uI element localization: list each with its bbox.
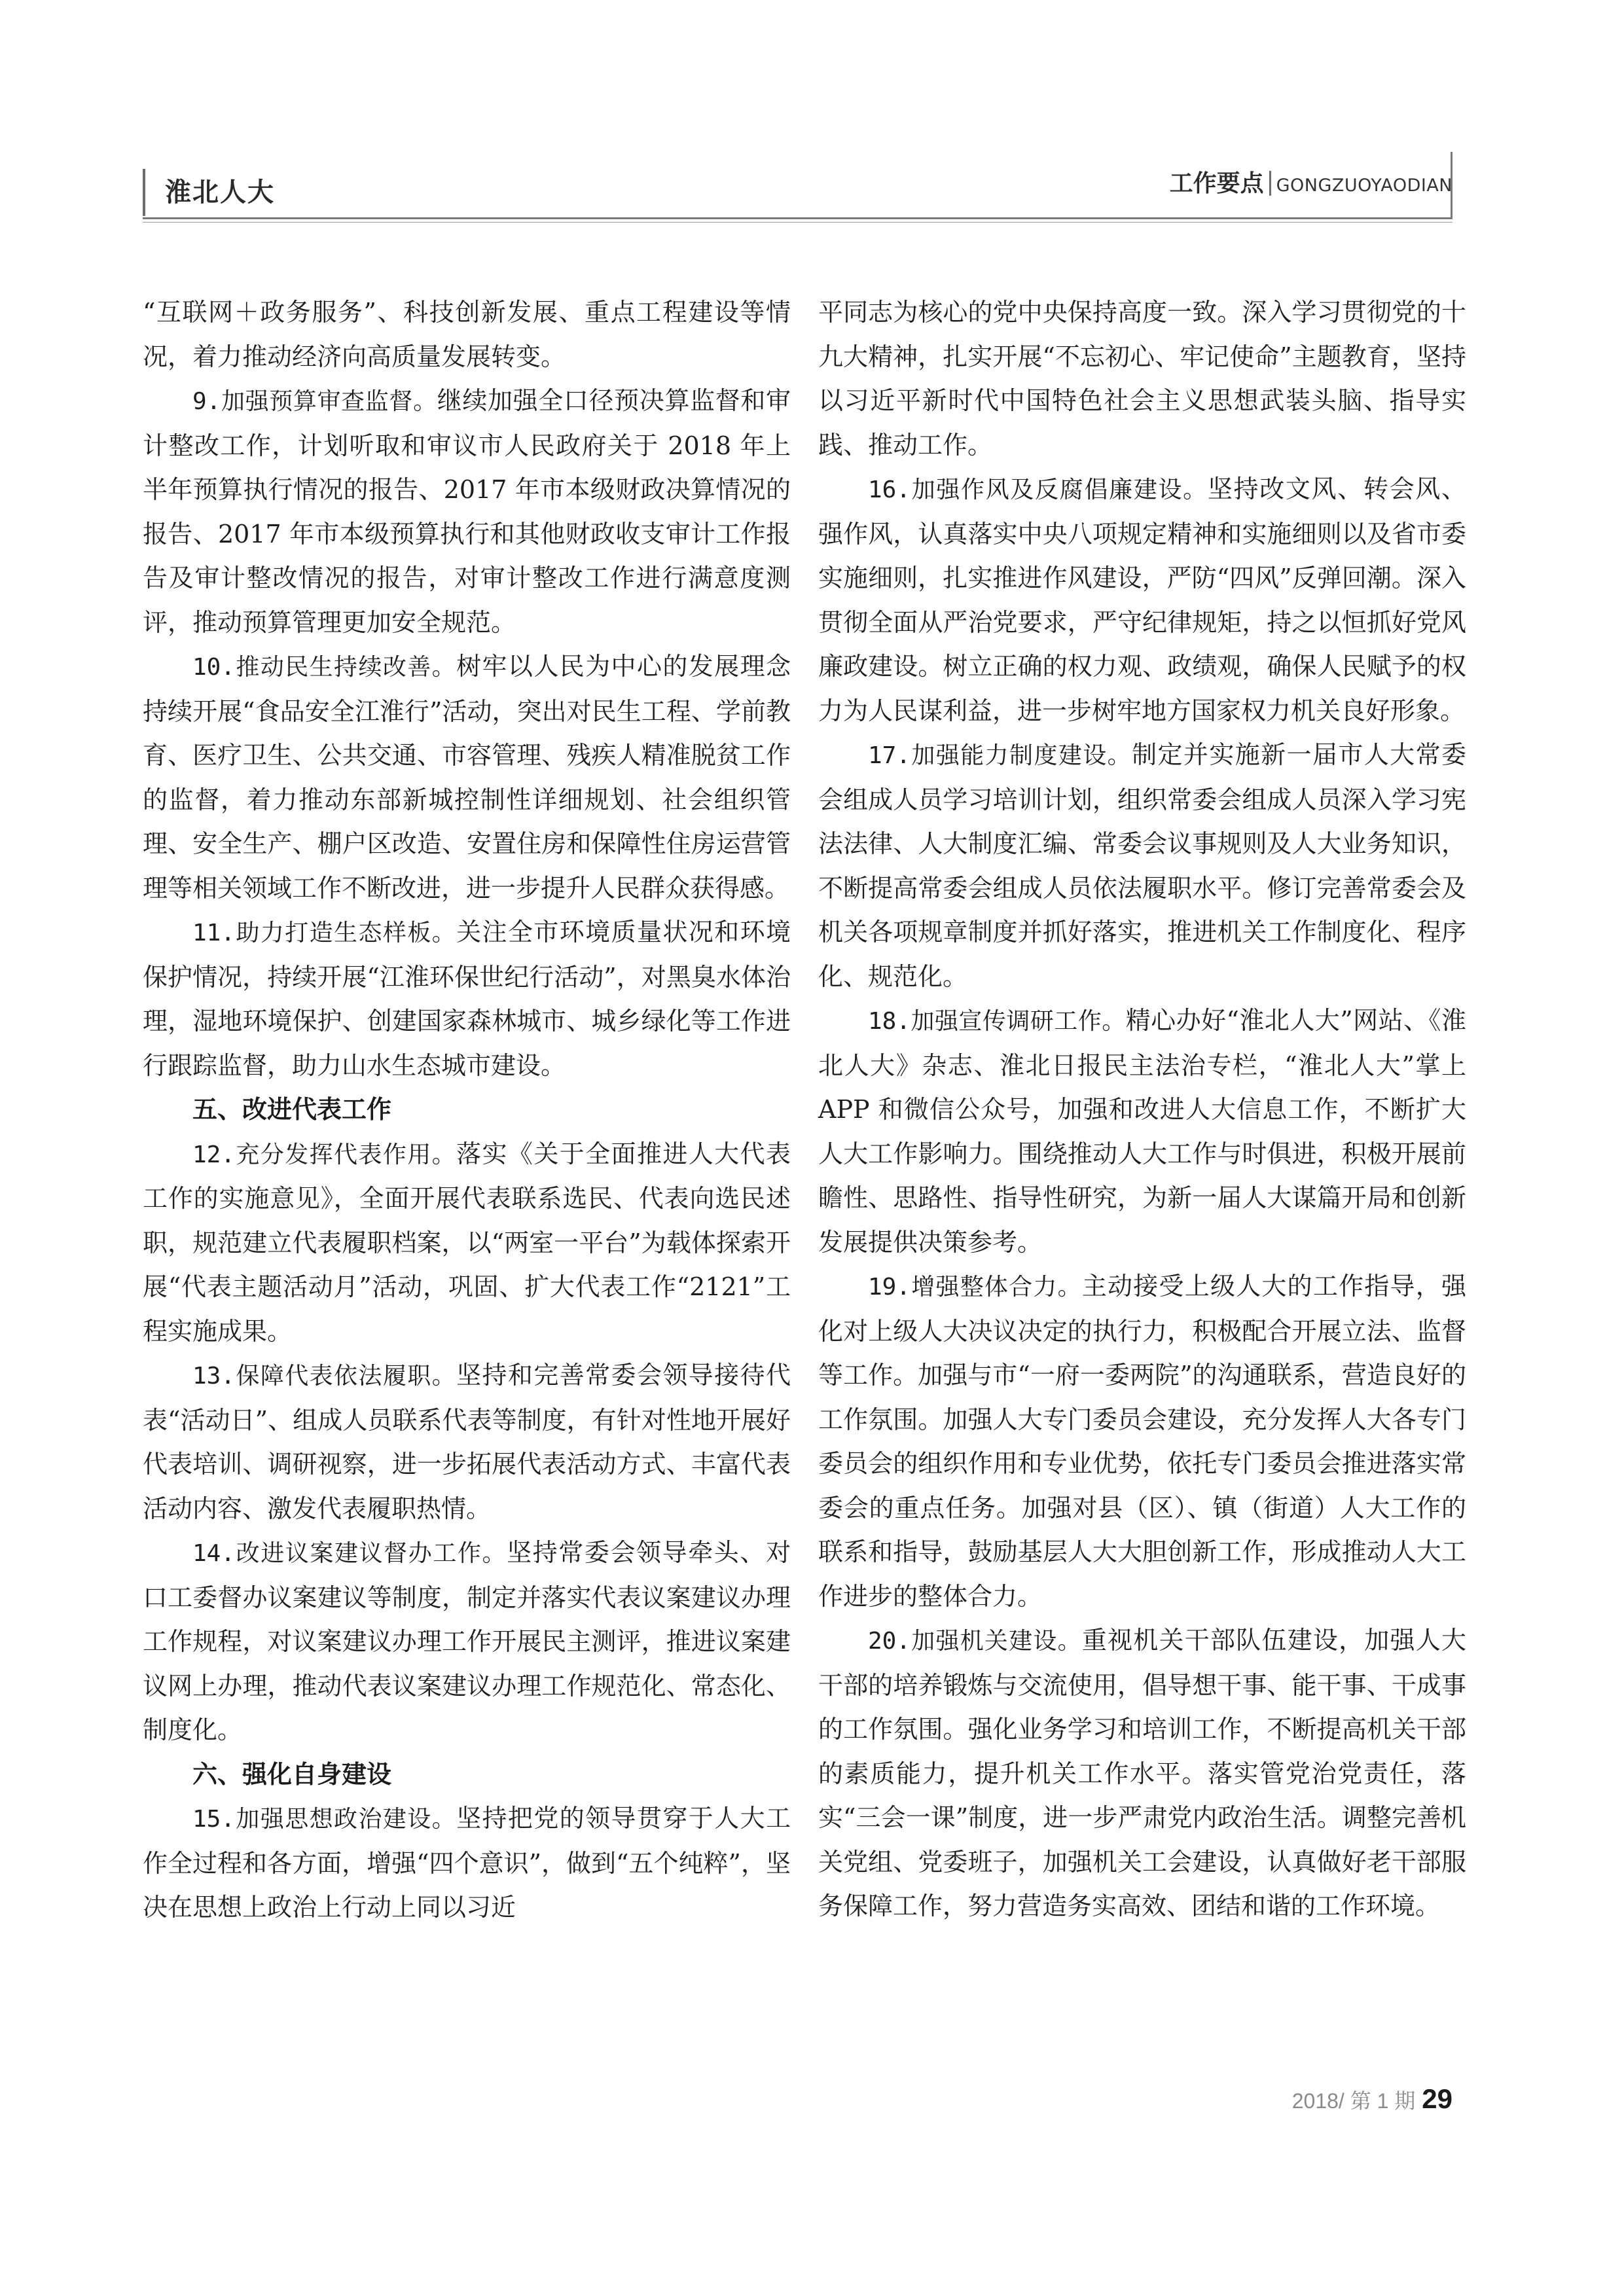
section-divider	[1269, 171, 1271, 196]
item-title: 16.加强作风及反腐倡廉建设。	[868, 476, 1208, 503]
journal-title: 淮北人大	[165, 177, 275, 207]
page-footer	[1292, 2083, 1453, 2115]
item-paragraph	[143, 1354, 791, 1531]
item-paragraph	[818, 467, 1466, 733]
item-title: 10.推动民生持续改善。	[192, 654, 457, 681]
item-paragraph	[818, 733, 1466, 999]
item-text: 制定并实施新一届市人大常委会组成人员学习培训计划，组织常委会组成人员深入学习宪法法律、人大制度汇编、常委会议事规则及人大业务知识，不断提高常委会组成人员依法履职水平。修订完善常委会及机关各项规章制度并抓好落实，推进机关工作制度化、程序化、规范化。	[818, 740, 1466, 991]
item-text: 坚持常委会领导牵头、对口工委督办议案建议等制度，制定并落实代表议案建议办理工作规程，对议案建议办理工作开展民主测评，推进议案建议网上办理，推动代表议案建议办理工作规范化、常态化、制度化。	[143, 1538, 791, 1744]
left-column	[143, 291, 791, 1930]
issue-label: 2018/ 第 1 期	[1291, 2089, 1416, 2113]
section-title-en: GONGZUOYAODIAN	[1276, 175, 1453, 196]
item-paragraph	[818, 1265, 1466, 1619]
item-title: 20.加强机关建设。	[868, 1628, 1082, 1655]
item-title: 12.充分发挥代表作用。	[192, 1141, 457, 1168]
item-paragraph	[143, 379, 791, 645]
header-left-mark	[143, 169, 145, 216]
item-text: 重视机关干部队伍建设，加强人大干部的培养锻炼与交流使用，倡导想干事、能干事、干成事的工作氛围。强化业务学习和培训工作，不断提高机关干部的素质能力，提升机关工作水平。落实管党治党责任，落实“三会一课”制度，进一步严肃党内政治生活。调整完善机关党组、党委班子，加强机关工会建设，认真做好老干部服务保障工作，努力营造务实高效、团结和谐的工作环境。	[818, 1626, 1466, 1920]
paragraph	[143, 291, 791, 379]
item-title: 15.加强思想政治建设。	[192, 1806, 457, 1833]
item-title: 19.增强整体合力。	[868, 1274, 1082, 1300]
item-paragraph	[143, 1132, 791, 1354]
item-text: 继续加强全口径预决算监督和审计整改工作，计划听取和审议市人民政府关于 2018 年上半年预算执行情况的报告、2017 年市本级财政决算情况的报告、2017 年市本级预算执行和其他财政收支审计工作报告及审计整改情况的报告，对审计整改工作进行满意度测评，推动预算管理更加安全规范。	[143, 386, 791, 637]
item-text: 关注全市环境质量状况和环境保护情况，持续开展“江淮环保世纪行活动”，对黑臭水体治理，湿地环境保护、创建国家森林城市、城乡绿化等工作进行跟踪监督，助力山水生态城市建设。	[143, 918, 791, 1080]
header-rule-thin	[143, 222, 1453, 223]
item-text: 坚持把党的领导贯穿于人大工作全过程和各方面，增强“四个意识”，做到“五个纯粹”，坚决在思想上政治上行动上同以习近	[143, 1804, 791, 1922]
header-rule	[143, 217, 1453, 219]
item-title: 11.助力打造生态样板。	[192, 920, 457, 946]
item-title: 14.改进议案建议督办工作。	[192, 1540, 507, 1567]
item-paragraph	[143, 1797, 791, 1930]
right-column	[818, 291, 1466, 1929]
item-paragraph	[818, 1619, 1466, 1929]
page-number: 29	[1422, 2083, 1453, 2114]
paragraph-text: 平同志为核心的党中央保持高度一致。深入学习贯彻党的十九大精神，扎实开展“不忘初心、牢记使命”主题教育，坚持以习近平新时代中国特色社会主义思想武装头脑、指导实践、推动工作。	[818, 298, 1466, 459]
section-heading: 五、改进代表工作	[192, 1095, 392, 1124]
item-paragraph	[143, 910, 791, 1088]
item-text: 落实《关于全面推进人大代表工作的实施意见》，全面开展代表联系选民、代表向选民述职，规范建立代表履职档案，以“两室一平台”为载体探索开展“代表主题活动月”活动，巩固、扩大代表工作“2121”工程实施成果。	[143, 1139, 791, 1346]
item-title: 17.加强能力制度建设。	[868, 742, 1132, 769]
paragraph-text: “互联网＋政务服务”、科技创新发展、重点工程建设等情况，着力推动经济向高质量发展转变。	[143, 298, 791, 371]
item-title: 9.加强预算审查监督。	[192, 388, 437, 415]
item-paragraph	[143, 645, 791, 910]
paragraph	[818, 291, 1466, 467]
item-paragraph	[818, 999, 1466, 1265]
section-label	[1170, 165, 1453, 198]
item-title: 18.加强宣传调研工作。	[868, 1008, 1126, 1035]
item-text: 坚持和完善常委会领导接待代表“活动日”、组成人员联系代表等制度，有针对性地开展好代表培训、调研视察，进一步拓展代表活动方式、丰富代表活动内容、激发代表履职热情。	[143, 1361, 791, 1523]
section-heading: 六、强化自身建设	[192, 1759, 392, 1789]
item-text: 精心办好“淮北人大”网站、《淮北人大》杂志、淮北日报民主法治专栏，“淮北人大”掌上 APP 和微信公众号，加强和改进人大信息工作，不断扩大人大工作影响力。围绕推动人大工作与时俱进，积极开展前瞻性、思路性、指导性研究，为新一届人大谋篇开局和创新发展提供决策参考。	[818, 1006, 1466, 1257]
item-text: 主动接受上级人大的工作指导，强化对上级人大决议决定的执行力，积极配合开展立法、监督等工作。加强与市“一府一委两院”的沟通联系，营造良好的工作氛围。加强人大专门委员会建设，充分发挥人大各专门委员会的组织作用和专业优势，依托专门委员会推进落实常委会的重点任务。加强对县（区）、镇（街道）人大工作的联系和指导，鼓励基层人大大胆创新工作，形成推动人大工作进步的整体合力。	[818, 1272, 1466, 1611]
item-title: 13.保障代表依法履职。	[192, 1363, 457, 1390]
item-paragraph	[143, 1531, 791, 1753]
item-text: 树牢以人民为中心的发展理念持续开展“食品安全江淮行”活动，突出对民生工程、学前教育、医疗卫生、公共交通、市容管理、残疾人精准脱贫工作的监督，着力推动东部新城控制性详细规划、社会组织管理、安全生产、棚户区改造、安置住房和保障性住房运营管理等相关领域工作不断改进，进一步提升人民群众获得感。	[143, 652, 791, 903]
section-title-cn: 工作要点	[1169, 170, 1264, 197]
item-text: 坚持改文风、转会风、强作风，认真落实中央八项规定精神和实施细则以及省市委实施细则，扎实推进作风建设，严防“四风”反弹回潮。深入贯彻全面从严治党要求，严守纪律规矩，持之以恒抓好党风廉政建设。树立正确的权力观、政绩观，确保人民赋予的权力为人民谋利益，进一步树牢地方国家权力机关良好形象。	[818, 475, 1466, 725]
